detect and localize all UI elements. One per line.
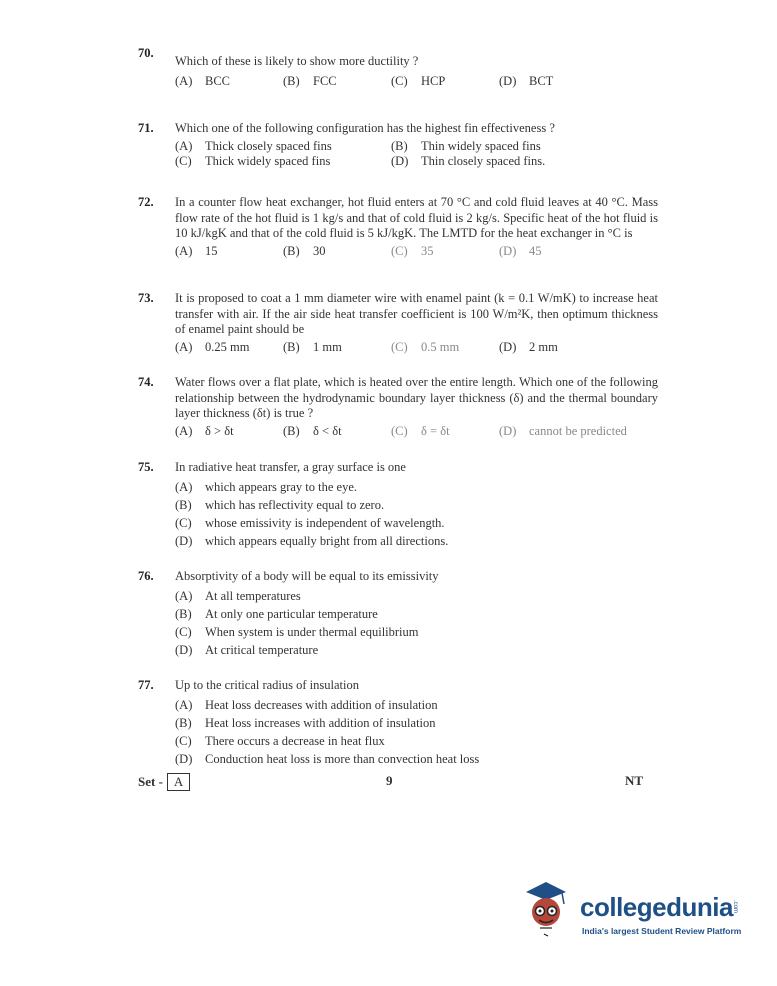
option-c: (C) 0.5 mm	[391, 339, 460, 354]
set-value: A	[167, 773, 190, 791]
option-c: (C) There occurs a decrease in heat flux	[175, 733, 385, 748]
mascot-icon	[518, 878, 574, 938]
paper-code: NT	[624, 773, 643, 788]
option-b: (B) FCC	[283, 74, 337, 88]
option-d: (D) Thin closely spaced fins.	[391, 154, 546, 168]
question-stem: Up to the critical radius of insulation	[175, 678, 359, 692]
question-number: 77.	[138, 678, 154, 692]
question-75	[138, 460, 658, 550]
option-b: (B) 30	[283, 243, 326, 258]
option-d: (D) Conduction heat loss is more than convection heat loss	[175, 751, 480, 766]
options	[175, 139, 658, 170]
question-76	[138, 569, 658, 659]
option-b: (B) At only one particular temperature	[175, 606, 378, 621]
option-a: (A) Thick closely spaced fins	[175, 138, 332, 153]
option-b: (B) δ < δt	[283, 423, 342, 438]
question-number: 71.	[138, 121, 154, 135]
option-c: (C) When system is under thermal equilibrium	[175, 624, 419, 639]
option-c: (C) δ = δt	[391, 423, 450, 438]
question-stem: In radiative heat transfer, a gray surface is one	[175, 460, 406, 474]
set-indicator	[138, 773, 190, 791]
option-d: (D) cannot be predicted	[499, 423, 627, 438]
option-c: (C) Thick widely spaced fins	[175, 154, 331, 168]
question-77	[138, 678, 658, 768]
question-number: 73.	[138, 291, 154, 305]
option-c: (C) whose emissivity is independent of wavelength.	[175, 515, 445, 530]
option-a: (A) Heat loss decreases with addition of insulation	[175, 697, 438, 712]
option-d: (D) At critical temperature	[175, 642, 319, 657]
question-stem: Which one of the following configuration has the highest fin effectiveness ?	[175, 121, 555, 135]
question-number: 76.	[138, 569, 154, 583]
options	[175, 340, 658, 356]
collegedunia-logo	[518, 878, 748, 938]
option-d: (D) which appears equally bright from all directions.	[175, 533, 449, 548]
question-stem: Water flows over a flat plate, which is heated over the entire length. Which one of the following relationship between the hydrodynamic boundary layer thickness (δ) and the thermal boundary layer thickness (δt) is true ?	[175, 375, 658, 420]
question-74	[138, 375, 658, 439]
question-stem: Which of these is likely to show more ductility ?	[175, 54, 419, 68]
set-label: Set -	[138, 774, 163, 789]
option-a: (A) 15	[175, 243, 218, 258]
brand-dotcom: .com	[732, 900, 738, 914]
question-73	[138, 291, 658, 355]
options	[175, 244, 658, 260]
option-b: (B) Thin widely spaced fins	[391, 138, 541, 153]
option-a: (A) At all temperatures	[175, 588, 301, 603]
question-71	[138, 121, 658, 170]
options	[175, 696, 658, 768]
option-d: (D) 45	[499, 243, 542, 258]
option-b: (B) which has reflectivity equal to zero.	[175, 497, 385, 512]
question-number: 72.	[138, 195, 154, 209]
question-stem: Absorptivity of a body will be equal to its emissivity	[175, 569, 439, 583]
question-70	[138, 46, 658, 90]
brand-tagline: India's largest Student Review Platform	[582, 926, 742, 936]
option-c: (C) 35	[391, 243, 434, 258]
option-d: (D) 2 mm	[499, 339, 558, 354]
option-a: (A) δ > δt	[175, 423, 234, 438]
option-a: (A) 0.25 mm	[175, 339, 250, 354]
page-footer	[138, 771, 643, 791]
question-stem: In a counter flow heat exchanger, hot fluid enters at 70 °C and cold fluid leaves at 40 °C. Mass flow rate of the hot fluid is 1 kg/s and that of cold fluid is 2 kg/s. Specific heat of the hot fluid is 10 kJ/kgK and that of the cold fluid is 5 kJ/kgK. The LMTD for the heat exchanger in °C is	[175, 195, 658, 240]
option-a: (A) which appears gray to the eye.	[175, 479, 358, 494]
options	[175, 424, 658, 440]
option-c: (C) HCP	[391, 74, 446, 88]
options	[175, 478, 658, 550]
page-number: 9	[386, 773, 393, 788]
question-number: 75.	[138, 460, 154, 474]
brand-name: collegedunia	[580, 892, 733, 922]
question-72	[138, 195, 658, 259]
option-d: (D) BCT	[499, 74, 554, 88]
option-a: (A) BCC	[175, 74, 231, 88]
question-number: 74.	[138, 375, 154, 389]
option-b: (B) Heat loss increases with addition of insulation	[175, 715, 436, 730]
option-b: (B) 1 mm	[283, 339, 342, 354]
options	[175, 74, 658, 90]
question-number: 70.	[138, 46, 154, 60]
options	[175, 587, 658, 659]
question-stem: It is proposed to coat a 1 mm diameter wire with enamel paint (k = 0.1 W/mK) to increase heat transfer with air. If the air side heat transfer coefficient is 100 W/m²K, then optimum thickness of enamel paint should be	[175, 291, 658, 336]
